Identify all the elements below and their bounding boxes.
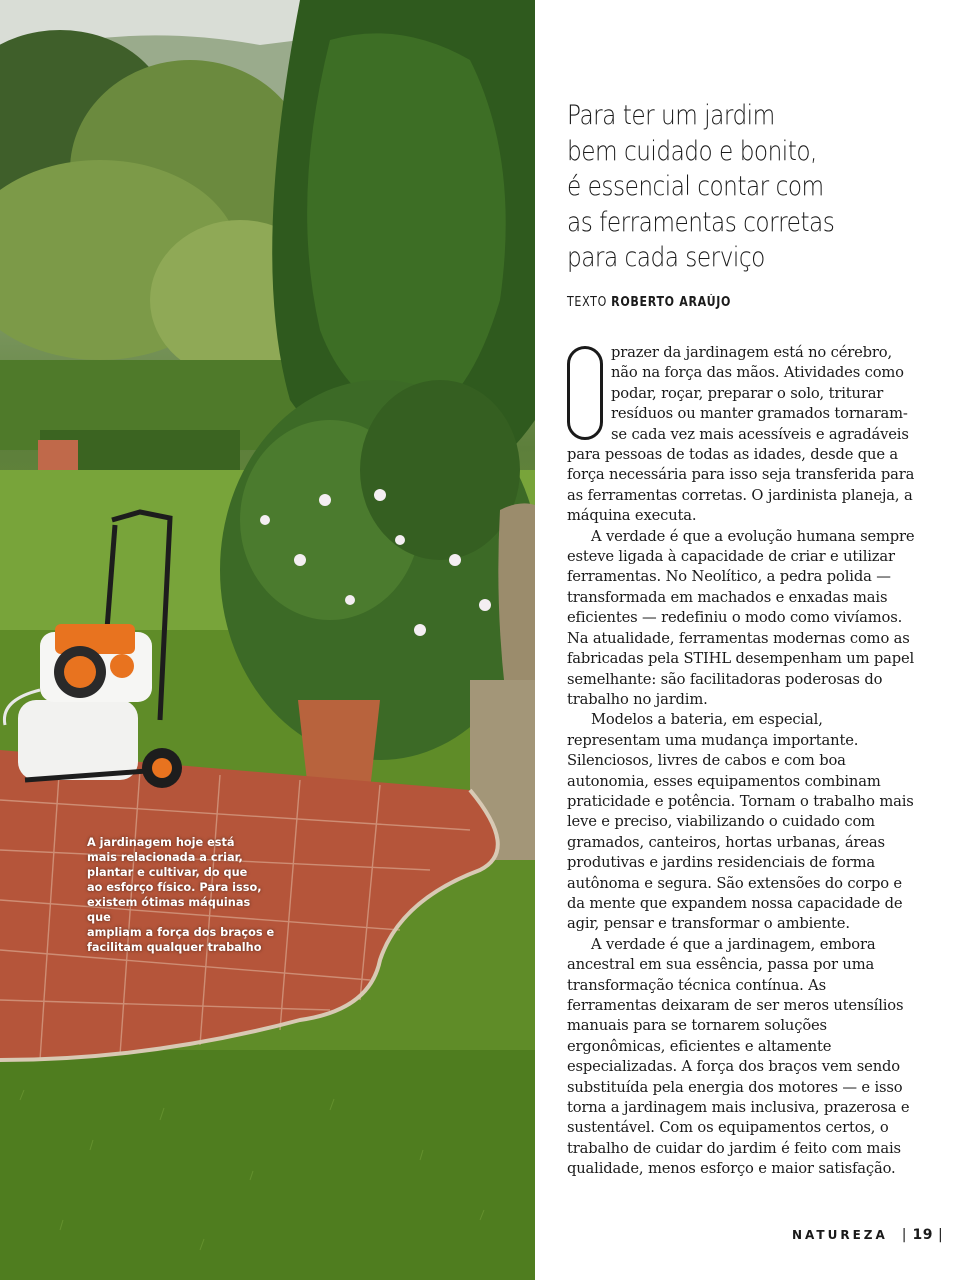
section-name: NATUREZA (792, 1228, 888, 1242)
paragraph-4: A verdade é que a jardinagem, embora ancestral em sua essência, passa por uma transformação técnica contínua. As ferramentas deixaram de ser meros utensílios manuais para se tornarem soluções ergonômicas, eficientes e altamente especializadas. A força dos braços vem sendo substituída pela energia dos motores — e isso torna a jardinagem mais inclusiva, prazerosa e sustentável. Com os equipamentos certos, o trabalho de cuidar do jardim é feito com mais qualidade, menos esforço e maior satisfação. (567, 935, 910, 1178)
byline (567, 295, 731, 310)
paragraph-2: A verdade é que a evolução humana sempre esteve ligada à capacidade de criar e utilizar ferramentas. No Neolítico, a pedra polida — transformada em machados e enxadas mais eficientes — redefiniu o modo como vivíamos. Na atualidade, ferramentas modernas como as fabricadas pela STIHL desempenham um papel semelhante: são facilitadoras poderosas do trabalho no jardim. (567, 527, 915, 708)
paragraph-1 (567, 343, 917, 527)
footer-divider: | (901, 1227, 907, 1243)
page-number: 19 (912, 1227, 933, 1243)
photo-caption: A jardinagem hoje está mais relacionada a criar, plantar e cultivar, do que ao esforço físico. Para isso, existem ótimas máquinas que ampliam a força dos braços e facilitam qualquer trabalho (87, 836, 275, 954)
footer-divider-end: | (937, 1227, 943, 1243)
paragraph-3: Modelos a bateria, em especial, representam uma mudança importante. Silenciosos, livres de cabos e com boa autonomia, esses equipamentos combinam praticidade e potência. Tornam o trabalho mais leve e preciso, viabilizando o cuidado com gramados, canteiros, hortas urbanas, áreas produtivas e jardins residenciais de forma autônoma e segura. São extensões do corpo e da mente que expandem nossa capacidade de agir, pensar e transformar o ambiente. (567, 711, 914, 933)
byline-prefix: TEXTO (567, 295, 607, 310)
page-footer (792, 1227, 943, 1243)
drop-cap (567, 346, 603, 440)
byline-author: ROBERTO ARAÚJO (611, 295, 732, 310)
article-headline: Para ter um jardim bem cuidado e bonito, é essencial contar com as ferramentas corretas para cada serviço (567, 100, 835, 273)
paragraph-1-text: prazer da jardinagem está no cérebro, não na força das mãos. Atividades como podar, roçar, preparar o solo, triturar resíduos ou manter gramados tornaram-se cada vez mais acessíveis e agradáveis para pessoas de todas as idades, desde que a força necessária para isso seja transferida para as ferramentas corretas. O jardinista planeja, a máquina executa. (567, 344, 915, 525)
article-body (567, 343, 917, 1180)
